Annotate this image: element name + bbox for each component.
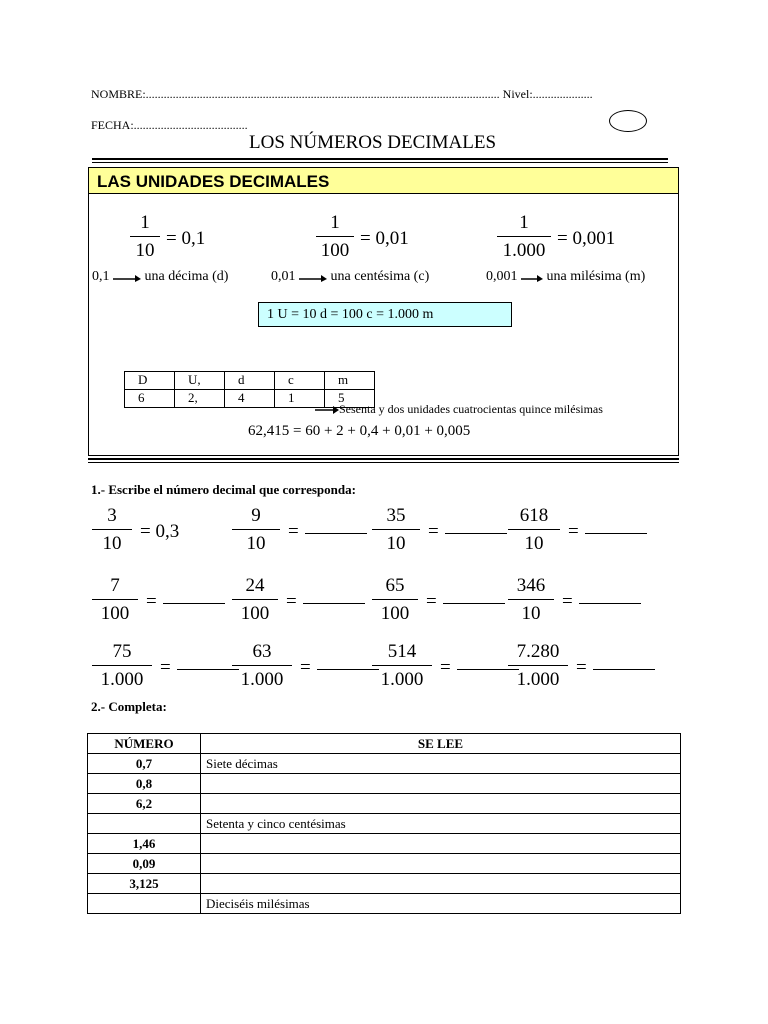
section-rule: [88, 458, 679, 460]
unit-fraction-result: = 0,01: [360, 228, 409, 249]
arrow-right-icon: [521, 272, 543, 282]
numero-cell[interactable]: 0,8: [88, 774, 201, 794]
answer-blank[interactable]: =: [440, 657, 519, 679]
numero-cell[interactable]: 6,2: [88, 794, 201, 814]
unit-name: 0,01 una centésima (c): [271, 269, 430, 284]
place-header: d: [225, 372, 275, 390]
place-digit: 1: [275, 390, 325, 408]
reading-table: [87, 733, 681, 914]
se-lee-cell[interactable]: [201, 874, 681, 894]
numero-cell[interactable]: 1,46: [88, 834, 201, 854]
place-digit: 6: [125, 390, 175, 408]
place-digit: 5: [325, 390, 375, 408]
exercise1-title: 1.- Escribe el número decimal que corresponda:: [91, 482, 356, 497]
title-rule-bottom: [92, 162, 668, 163]
se-lee-cell[interactable]: Siete décimas: [201, 754, 681, 774]
answer-blank[interactable]: =: [146, 591, 225, 613]
se-lee-cell[interactable]: Dieciséis milésimas: [201, 894, 681, 914]
numero-cell[interactable]: 0,09: [88, 854, 201, 874]
numero-cell[interactable]: [88, 814, 201, 834]
arrow-right-icon: [299, 272, 327, 282]
arrow-right-icon: [113, 272, 141, 282]
exercise-fraction: 63 1.000: [232, 641, 292, 691]
col-header-se-lee: SE LEE: [201, 734, 681, 754]
exercise-fraction: 65 100: [372, 575, 418, 625]
exercise-fraction: 24 100: [232, 575, 278, 625]
table-row: [88, 814, 681, 834]
decomposition: 62,415 = 60 + 2 + 0,4 + 0,01 + 0,005: [248, 423, 471, 439]
page-title: LOS NÚMEROS DECIMALES: [249, 132, 497, 153]
place-header: U,: [175, 372, 225, 390]
answer-blank[interactable]: =: [576, 657, 655, 679]
answer-blank[interactable]: =: [568, 521, 647, 543]
place-header: D: [125, 372, 175, 390]
section-title-bar: [88, 167, 679, 194]
answer-blank[interactable]: =: [286, 591, 365, 613]
section-rule: [88, 462, 679, 463]
numero-cell[interactable]: 0,7: [88, 754, 201, 774]
se-lee-cell[interactable]: [201, 854, 681, 874]
grade-oval: [609, 110, 647, 132]
table-row: [88, 894, 681, 914]
arrow-right-icon: [315, 405, 339, 415]
exercise-fraction: 35 10: [372, 505, 420, 555]
answer-blank[interactable]: =: [288, 521, 367, 543]
fecha-line[interactable]: FECHA:......................................: [91, 118, 248, 132]
unit-fraction: 1 1.000: [497, 212, 551, 262]
unit-name: 0,1 una décima (d): [92, 269, 229, 284]
unit-fraction: 1 100: [316, 212, 354, 262]
exercise-fraction: 7.280 1.000: [508, 641, 568, 691]
answer-blank[interactable]: =: [562, 591, 641, 613]
exercise-fraction: 514 1.000: [372, 641, 432, 691]
se-lee-cell[interactable]: [201, 794, 681, 814]
place-header: m: [325, 372, 375, 390]
answer-blank[interactable]: =: [426, 591, 505, 613]
col-header-numero: NÚMERO: [88, 734, 201, 754]
table-row: [88, 754, 681, 774]
se-lee-cell[interactable]: [201, 774, 681, 794]
table-row: [88, 834, 681, 854]
unit-name: 0,001 una milésima (m): [486, 269, 646, 284]
se-lee-cell[interactable]: [201, 834, 681, 854]
exercise-fraction: 75 1.000: [92, 641, 152, 691]
place-digit: 2,: [175, 390, 225, 408]
answer-blank[interactable]: =: [160, 657, 239, 679]
unit-fraction-result: = 0,001: [557, 228, 616, 249]
place-header: c: [275, 372, 325, 390]
exercise-fraction: 346 10: [508, 575, 554, 625]
exercise-fraction: 618 10: [508, 505, 560, 555]
exercise-fraction: 3 10: [92, 505, 132, 555]
table-row: [88, 854, 681, 874]
numero-cell[interactable]: [88, 894, 201, 914]
place-digit: 4: [225, 390, 275, 408]
table-row: [88, 794, 681, 814]
nombre-line[interactable]: NOMBRE:...................................................................................................................... Nivel:....................: [91, 87, 593, 101]
exercise2-title: 2.- Completa:: [91, 699, 167, 714]
number-reading: Sesenta y dos unidades cuatrocientas quince milésimas: [315, 402, 603, 417]
equivalence-box: 1 U = 10 d = 100 c = 1.000 m: [258, 302, 512, 327]
answer-blank[interactable]: =: [428, 521, 507, 543]
example-result: = 0,3: [140, 521, 180, 542]
unit-fraction-result: = 0,1: [166, 228, 206, 249]
exercise-fraction: 9 10: [232, 505, 280, 555]
table-row: [88, 774, 681, 794]
se-lee-cell[interactable]: Setenta y cinco centésimas: [201, 814, 681, 834]
numero-cell[interactable]: 3,125: [88, 874, 201, 894]
title-rule-top: [92, 158, 668, 160]
answer-blank[interactable]: =: [300, 657, 379, 679]
table-row: [88, 874, 681, 894]
section-title: LAS UNIDADES DECIMALES: [97, 172, 330, 191]
unit-fraction: 1 10: [130, 212, 160, 262]
exercise-fraction: 7 100: [92, 575, 138, 625]
